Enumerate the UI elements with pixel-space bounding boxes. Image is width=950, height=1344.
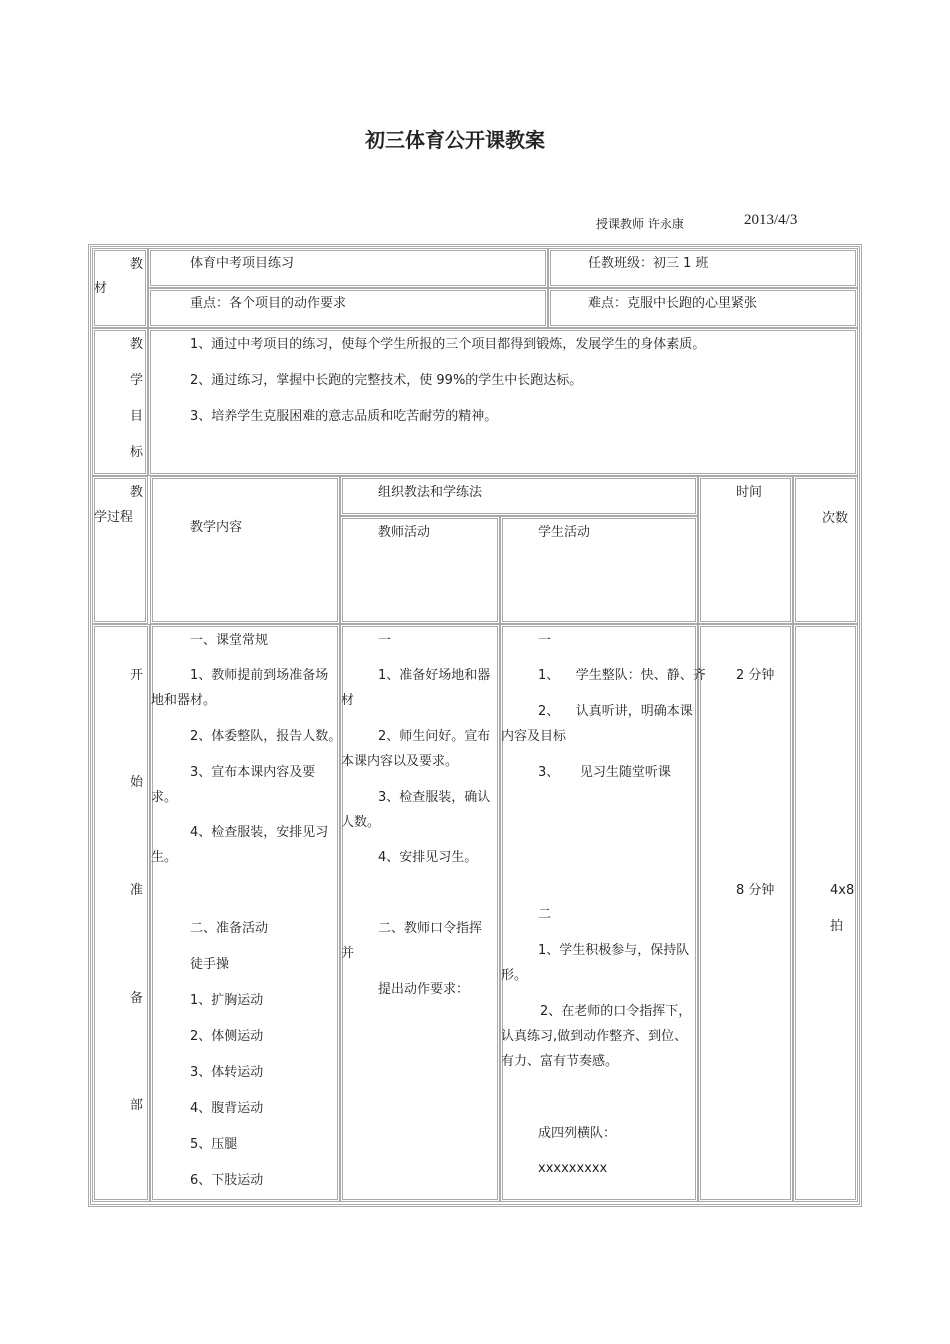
- content-item-3a: 3、宣布本课内容及要: [190, 765, 316, 780]
- exercise-item: 5、压腿: [190, 1137, 238, 1152]
- teacher-part-2a: 二、教师口令指挥: [378, 921, 483, 936]
- teacher-part-2b: 并: [341, 946, 355, 961]
- goal-item-2: 2、通过练习，掌握中长跑的完整技术，使 99%的学生中长跑达标。: [190, 373, 583, 388]
- difficulty-text: 难点：克服中长跑的心里紧张: [588, 296, 758, 311]
- student-item-1: 1、 学生整队：快、静、齐: [538, 668, 706, 683]
- goals-label-3: 目: [130, 409, 144, 424]
- section-label-5: 部: [130, 1098, 144, 1113]
- section-label-cell: [92, 624, 150, 1202]
- org-header: 组织教法和学练法: [378, 485, 483, 500]
- teacher-item-3b: 人数。: [341, 815, 381, 830]
- time-value-1: 2 分钟: [736, 668, 775, 683]
- count-header-cell: [793, 476, 858, 624]
- student-item-4b: 形。: [501, 968, 528, 983]
- material-label-2: 材: [94, 281, 108, 296]
- material-label-1: 教: [130, 257, 144, 272]
- time-header: 时间: [736, 485, 763, 500]
- section-label-3: 准: [130, 883, 144, 898]
- content-item-4b: 生。: [151, 850, 178, 865]
- student-formation: xxxxxxxxx: [538, 1161, 608, 1176]
- page-title: 初三体育公开课教案: [365, 128, 545, 152]
- student-header-cell: [500, 516, 698, 624]
- section-label-1: 开: [130, 668, 144, 683]
- goals-label-1: 教: [130, 337, 144, 352]
- student-item-2b: 内容及目标: [501, 729, 567, 744]
- content-header: 教学内容: [190, 520, 243, 535]
- exercise-item: 4、腹背运动: [190, 1101, 264, 1116]
- count-header: 次数: [822, 511, 849, 526]
- focus-text: 重点：各个项目的动作要求: [190, 296, 347, 311]
- content-item-4a: 4、检查服装，安排见习: [190, 825, 329, 840]
- teacher-item-1a: 1、准备好场地和器: [378, 668, 491, 683]
- teacher-part-1: 一: [378, 633, 392, 648]
- section-count-cell: [793, 624, 858, 1202]
- material-content: 体育中考项目练习: [190, 256, 295, 271]
- student-item-4a: 1、学生积极参与，保持队: [538, 943, 690, 958]
- teacher-item-4: 4、安排见习生。: [378, 850, 478, 865]
- content-item-1b: 地和器材。: [151, 693, 217, 708]
- goal-item-3: 3、培养学生克服困难的意志品质和吃苦耐劳的精神。: [190, 409, 498, 424]
- count-value: 4x8: [830, 883, 855, 898]
- exercise-item: 1、扩胸运动: [190, 993, 264, 1008]
- section-label-2: 始: [130, 775, 144, 790]
- goals-label-4: 标: [130, 445, 144, 460]
- student-part-1: 一: [538, 633, 552, 648]
- teacher-name: 授课教师 许永康: [596, 217, 684, 231]
- process-label-2: 学过程: [94, 510, 134, 525]
- lesson-date: 2013/4/3: [744, 212, 798, 228]
- section-time-cell: [698, 624, 793, 1202]
- content-item-2: 2、体委整队，报告人数。: [190, 729, 342, 744]
- student-header: 学生活动: [538, 525, 591, 540]
- student-item-5a: 2、在老师的口令指挥下，: [540, 1004, 692, 1019]
- student-item-3: 3、 见习生随堂听课: [538, 765, 671, 780]
- student-item-2a: 2、 认真听讲，明确本课: [538, 704, 693, 719]
- time-value-2: 8 分钟: [736, 883, 775, 898]
- teacher-item-2a: 2、师生问好。宣布: [378, 729, 491, 744]
- content-warmup: 二、准备活动: [190, 921, 269, 936]
- teacher-item-2b: 本课内容以及要求。: [341, 754, 459, 769]
- content-freehand: 徒手操: [190, 957, 230, 972]
- teacher-item-3a: 3、检查服装，确认: [378, 790, 491, 805]
- content-item-1a: 1、教师提前到场准备场: [190, 668, 329, 683]
- student-part-2: 二: [538, 907, 552, 922]
- class-info: 任教班级：初三 1 班: [588, 256, 709, 271]
- student-item-5b: 认真练习,做到动作整齐、到位、: [501, 1029, 688, 1044]
- process-label-1: 教: [130, 485, 144, 500]
- exercise-item: 6、下肢运动: [190, 1173, 264, 1188]
- teacher-part-2c: 提出动作要求：: [378, 982, 470, 997]
- section-label-4: 备: [130, 991, 144, 1006]
- content-header-cell: [150, 476, 340, 624]
- exercise-item: 3、体转运动: [190, 1065, 264, 1080]
- section-teacher-cell: [340, 624, 500, 1202]
- student-item-5c: 有力、富有节奏感。: [501, 1054, 619, 1069]
- exercise-item: 2、体侧运动: [190, 1029, 264, 1044]
- student-formation-label: 成四列横队：: [538, 1126, 617, 1141]
- goal-item-1: 1、通过中考项目的练习，使每个学生所报的三个项目都得到锻炼，发展学生的身体素质。: [190, 337, 706, 352]
- content-routine: 一、课堂常规: [190, 633, 269, 648]
- goals-label-2: 学: [130, 373, 144, 388]
- content-item-3b: 求。: [151, 790, 178, 805]
- teacher-item-1b: 材: [341, 693, 355, 708]
- count-unit: 拍: [830, 919, 844, 934]
- teacher-header: 教师活动: [378, 525, 431, 540]
